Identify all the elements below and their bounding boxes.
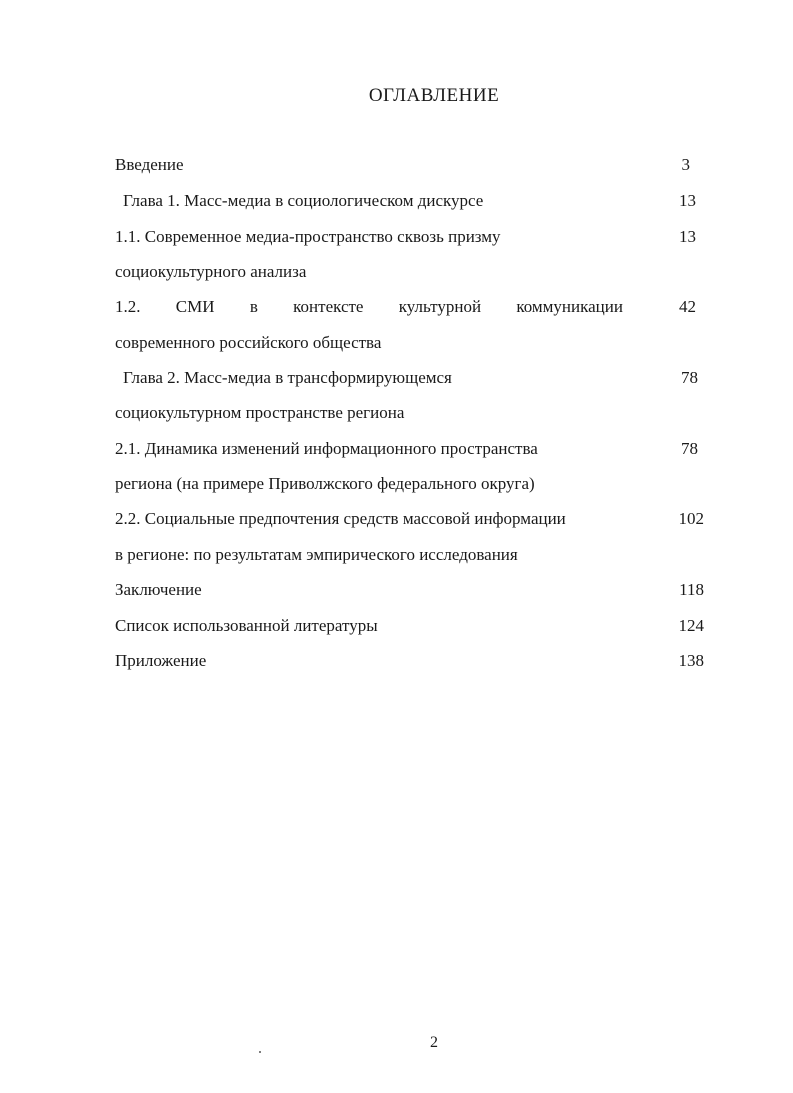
toc-page-conclusion: 118 <box>679 580 704 599</box>
scan-speck <box>259 1051 261 1053</box>
toc-entry-section-2-2-continued: в регионе: по результатам эмпирического исследования <box>115 545 518 564</box>
toc-word: 1.2. <box>115 297 141 316</box>
toc-entry-appendix: Приложение <box>115 651 207 670</box>
toc-word: СМИ <box>175 297 215 316</box>
toc-entry-section-2-2: 2.2. Социальные предпочтения средств массовой информации <box>115 509 566 528</box>
toc-page-section-1-1: 13 <box>679 227 696 246</box>
toc-entry-section-1-1: 1.1. Современное медиа-пространство сквозь призму <box>115 227 501 246</box>
toc-entry-section-1-2 <box>115 294 623 320</box>
toc-entry-chapter-2: Глава 2. Масс-медиа в трансформирующемся <box>123 368 452 387</box>
toc-page-section-2-1: 78 <box>681 439 698 458</box>
toc-page-chapter-2: 78 <box>681 368 698 387</box>
toc-word: контексте <box>293 297 364 316</box>
toc-entry-section-2-1-continued: региона (на примере Приволжского федерального округа) <box>115 474 535 493</box>
page-title: ОГЛАВЛЕНИЕ <box>368 85 500 106</box>
toc-entry-section-2-1: 2.1. Динамика изменений информационного пространства <box>115 439 538 458</box>
toc-page-section-2-2: 102 <box>678 509 704 528</box>
toc-page-introduction: 3 <box>681 155 690 174</box>
toc-entry-chapter-1: Глава 1. Масс-медиа в социологическом дискурсе <box>123 191 484 210</box>
toc-entry-section-1-2-continued: современного российского общества <box>115 333 382 352</box>
toc-word: в <box>249 297 258 316</box>
toc-page-appendix: 138 <box>678 651 704 670</box>
toc-page-references: 124 <box>678 616 704 635</box>
toc-page-section-1-2: 42 <box>679 297 696 316</box>
toc-entry-references: Список использованной литературы <box>115 616 378 635</box>
toc-word: коммуникации <box>516 297 623 316</box>
page-number: 2 <box>430 1034 438 1051</box>
toc-entry-section-1-1-continued: социокультурного анализа <box>115 262 307 281</box>
toc-page-chapter-1: 13 <box>679 191 696 210</box>
toc-entry-conclusion: Заключение <box>115 580 202 599</box>
toc-word: культурной <box>398 297 482 316</box>
toc-entry-introduction: Введение <box>115 155 184 174</box>
toc-entry-chapter-2-continued: социокультурном пространстве региона <box>115 403 405 422</box>
